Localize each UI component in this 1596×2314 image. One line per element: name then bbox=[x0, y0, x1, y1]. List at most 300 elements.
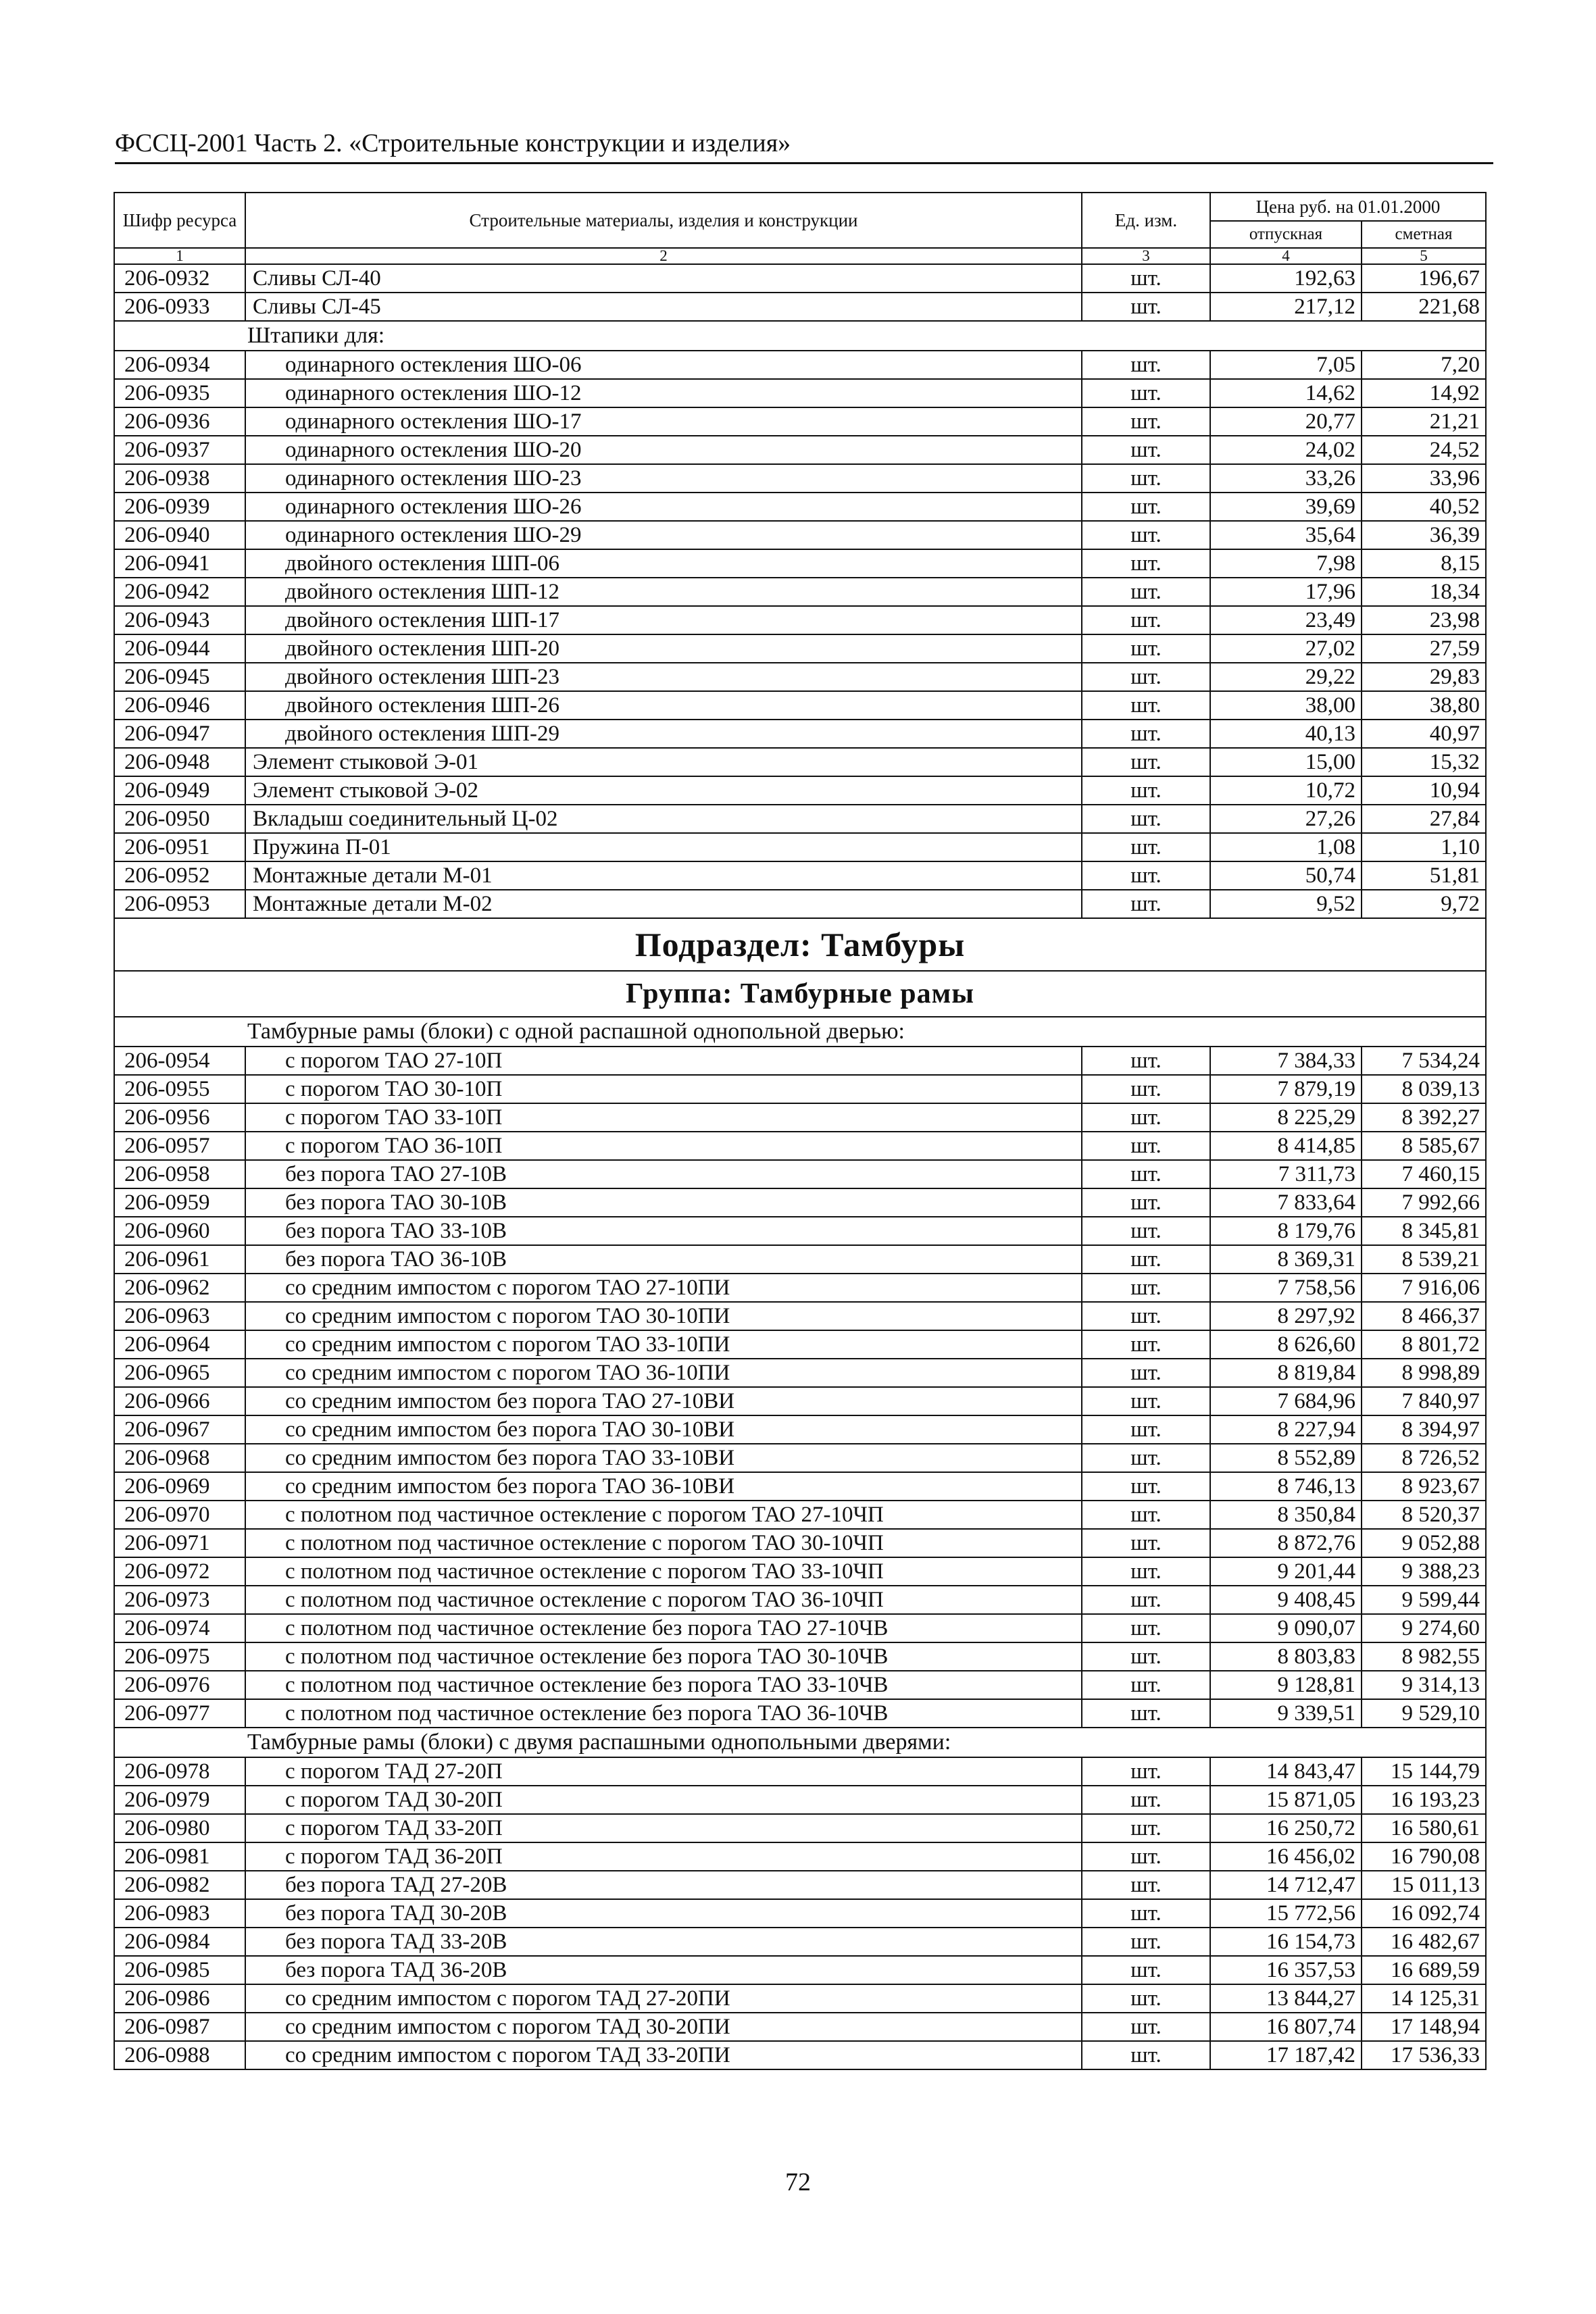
estimate-price-cell: 29,83 bbox=[1362, 663, 1486, 691]
release-price-cell: 7 879,19 bbox=[1210, 1075, 1362, 1103]
unit-cell: шт. bbox=[1082, 578, 1210, 606]
unit-cell: шт. bbox=[1082, 1586, 1210, 1614]
unit-cell: шт. bbox=[1082, 436, 1210, 464]
code-cell: 206-0976 bbox=[114, 1671, 245, 1699]
unit-cell: шт. bbox=[1082, 1757, 1210, 1786]
unit-cell: шт. bbox=[1082, 1103, 1210, 1132]
group-heading-row bbox=[114, 971, 1486, 1017]
name-cell: со средним импостом без порога ТАО 36-10ВИ bbox=[245, 1472, 1082, 1501]
code-cell: 206-0959 bbox=[114, 1188, 245, 1217]
release-price-cell: 8 369,31 bbox=[1210, 1245, 1362, 1274]
release-price-cell: 16 250,72 bbox=[1210, 1814, 1362, 1842]
release-price-cell: 9,52 bbox=[1210, 890, 1362, 918]
release-price-cell: 7,05 bbox=[1210, 351, 1362, 379]
unit-cell: шт. bbox=[1082, 1557, 1210, 1586]
release-price-cell: 8 872,76 bbox=[1210, 1529, 1362, 1557]
release-price-cell: 27,26 bbox=[1210, 805, 1362, 833]
unit-cell: шт. bbox=[1082, 549, 1210, 578]
name-cell: Элемент стыковой Э-02 bbox=[245, 776, 1082, 805]
code-cell: 206-0958 bbox=[114, 1160, 245, 1188]
name-cell: с полотном под частичное остекление без порога ТАО 33-10ЧВ bbox=[245, 1671, 1082, 1699]
release-price-cell: 9 339,51 bbox=[1210, 1699, 1362, 1728]
table-row bbox=[114, 1330, 1486, 1359]
name-cell: со средним импостом с порогом ТАД 33-20ПИ bbox=[245, 2041, 1082, 2069]
table-row bbox=[114, 436, 1486, 464]
code-cell: 206-0950 bbox=[114, 805, 245, 833]
table-row bbox=[114, 1899, 1486, 1928]
code-cell: 206-0951 bbox=[114, 833, 245, 861]
release-price-cell: 16 357,53 bbox=[1210, 1956, 1362, 1984]
unit-cell: шт. bbox=[1082, 1160, 1210, 1188]
section-caption-row bbox=[114, 1728, 1486, 1757]
estimate-price-cell: 7 916,06 bbox=[1362, 1274, 1486, 1302]
estimate-price-cell: 1,10 bbox=[1362, 833, 1486, 861]
unit-cell: шт. bbox=[1082, 521, 1210, 549]
table-row bbox=[114, 1103, 1486, 1132]
release-price-cell: 7 684,96 bbox=[1210, 1387, 1362, 1415]
release-price-cell: 14,62 bbox=[1210, 379, 1362, 407]
table-row bbox=[114, 1501, 1486, 1529]
table-row bbox=[114, 1671, 1486, 1699]
code-cell: 206-0938 bbox=[114, 464, 245, 493]
release-price-cell: 8 746,13 bbox=[1210, 1472, 1362, 1501]
unit-cell: шт. bbox=[1082, 1984, 1210, 2013]
name-cell: с порогом ТАО 27-10П bbox=[245, 1047, 1082, 1075]
code-cell: 206-0980 bbox=[114, 1814, 245, 1842]
estimate-price-cell: 16 092,74 bbox=[1362, 1899, 1486, 1928]
name-cell: с полотном под частичное остекление с порогом ТАО 36-10ЧП bbox=[245, 1586, 1082, 1614]
subsection-heading: Подраздел: Тамбуры bbox=[114, 918, 1486, 971]
table-row bbox=[114, 521, 1486, 549]
table-row bbox=[114, 464, 1486, 493]
name-cell: с полотном под частичное остекление без порога ТАО 30-10ЧВ bbox=[245, 1642, 1082, 1671]
table-row bbox=[114, 1302, 1486, 1330]
unit-cell: шт. bbox=[1082, 1415, 1210, 1444]
release-price-cell: 192,63 bbox=[1210, 264, 1362, 293]
header-code: Шифр ресурса bbox=[114, 193, 245, 248]
name-cell: двойного остекления ШП-20 bbox=[245, 634, 1082, 663]
code-cell: 206-0979 bbox=[114, 1786, 245, 1814]
estimate-price-cell: 21,21 bbox=[1362, 407, 1486, 436]
code-cell: 206-0932 bbox=[114, 264, 245, 293]
estimate-price-cell: 51,81 bbox=[1362, 861, 1486, 890]
unit-cell: шт. bbox=[1082, 1501, 1210, 1529]
name-cell: со средним импостом без порога ТАО 30-10ВИ bbox=[245, 1415, 1082, 1444]
name-cell: двойного остекления ШП-29 bbox=[245, 720, 1082, 748]
release-price-cell: 20,77 bbox=[1210, 407, 1362, 436]
name-cell: без порога ТАО 36-10В bbox=[245, 1245, 1082, 1274]
release-price-cell: 217,12 bbox=[1210, 293, 1362, 321]
release-price-cell: 38,00 bbox=[1210, 691, 1362, 720]
header-unit: Ед. изм. bbox=[1082, 193, 1210, 248]
estimate-price-cell: 24,52 bbox=[1362, 436, 1486, 464]
estimate-price-cell: 14 125,31 bbox=[1362, 1984, 1486, 2013]
unit-cell: шт. bbox=[1082, 1642, 1210, 1671]
code-cell: 206-0970 bbox=[114, 1501, 245, 1529]
estimate-price-cell: 8 392,27 bbox=[1362, 1103, 1486, 1132]
table-row bbox=[114, 833, 1486, 861]
table-row bbox=[114, 351, 1486, 379]
name-cell: с порогом ТАО 30-10П bbox=[245, 1075, 1082, 1103]
table-row bbox=[114, 578, 1486, 606]
estimate-price-cell: 9 052,88 bbox=[1362, 1529, 1486, 1557]
code-cell: 206-0956 bbox=[114, 1103, 245, 1132]
table-row bbox=[114, 805, 1486, 833]
release-price-cell: 8 350,84 bbox=[1210, 1501, 1362, 1529]
estimate-price-cell: 10,94 bbox=[1362, 776, 1486, 805]
name-cell: без порога ТАО 33-10В bbox=[245, 1217, 1082, 1245]
unit-cell: шт. bbox=[1082, 1444, 1210, 1472]
table-row bbox=[114, 1387, 1486, 1415]
estimate-price-cell: 9,72 bbox=[1362, 890, 1486, 918]
code-cell: 206-0977 bbox=[114, 1699, 245, 1728]
code-cell: 206-0972 bbox=[114, 1557, 245, 1586]
price-table-body bbox=[114, 193, 1486, 2069]
estimate-price-cell: 7 534,24 bbox=[1362, 1047, 1486, 1075]
table-row bbox=[114, 691, 1486, 720]
unit-cell: шт. bbox=[1082, 748, 1210, 776]
estimate-price-cell: 9 599,44 bbox=[1362, 1586, 1486, 1614]
unit-cell: шт. bbox=[1082, 1387, 1210, 1415]
code-cell: 206-0966 bbox=[114, 1387, 245, 1415]
table-row bbox=[114, 1757, 1486, 1786]
estimate-price-cell: 8 345,81 bbox=[1362, 1217, 1486, 1245]
table-row bbox=[114, 606, 1486, 634]
table-row bbox=[114, 1529, 1486, 1557]
estimate-price-cell: 15 011,13 bbox=[1362, 1871, 1486, 1899]
release-price-cell: 8 803,83 bbox=[1210, 1642, 1362, 1671]
table-row bbox=[114, 493, 1486, 521]
estimate-price-cell: 16 790,08 bbox=[1362, 1842, 1486, 1871]
code-cell: 206-0982 bbox=[114, 1871, 245, 1899]
column-number: 5 bbox=[1362, 248, 1486, 264]
code-cell: 206-0941 bbox=[114, 549, 245, 578]
table-row bbox=[114, 1075, 1486, 1103]
unit-cell: шт. bbox=[1082, 2041, 1210, 2069]
name-cell: со средним импостом без порога ТАО 33-10ВИ bbox=[245, 1444, 1082, 1472]
unit-cell: шт. bbox=[1082, 720, 1210, 748]
code-cell: 206-0943 bbox=[114, 606, 245, 634]
name-cell: с полотном под частичное остекление без порога ТАО 36-10ЧВ bbox=[245, 1699, 1082, 1728]
table-row bbox=[114, 264, 1486, 293]
estimate-price-cell: 8 539,21 bbox=[1362, 1245, 1486, 1274]
page-header: ФССЦ-2001 Часть 2. «Строительные конструкции и изделия» bbox=[115, 129, 791, 157]
release-price-cell: 8 227,94 bbox=[1210, 1415, 1362, 1444]
table-row bbox=[114, 1871, 1486, 1899]
code-cell: 206-0937 bbox=[114, 436, 245, 464]
unit-cell: шт. bbox=[1082, 1245, 1210, 1274]
unit-cell: шт. bbox=[1082, 1529, 1210, 1557]
release-price-cell: 8 626,60 bbox=[1210, 1330, 1362, 1359]
release-price-cell: 13 844,27 bbox=[1210, 1984, 1362, 2013]
table-row bbox=[114, 1842, 1486, 1871]
release-price-cell: 14 712,47 bbox=[1210, 1871, 1362, 1899]
release-price-cell: 35,64 bbox=[1210, 521, 1362, 549]
table-row bbox=[114, 1217, 1486, 1245]
table-row bbox=[114, 861, 1486, 890]
release-price-cell: 24,02 bbox=[1210, 436, 1362, 464]
unit-cell: шт. bbox=[1082, 1047, 1210, 1075]
name-cell: со средним импостом с порогом ТАО 30-10ПИ bbox=[245, 1302, 1082, 1330]
release-price-cell: 17 187,42 bbox=[1210, 2041, 1362, 2069]
name-cell: без порога ТАО 27-10В bbox=[245, 1160, 1082, 1188]
code-cell: 206-0988 bbox=[114, 2041, 245, 2069]
name-cell: с порогом ТАД 33-20П bbox=[245, 1814, 1082, 1842]
estimate-price-cell: 8 998,89 bbox=[1362, 1359, 1486, 1387]
estimate-price-cell: 40,97 bbox=[1362, 720, 1486, 748]
unit-cell: шт. bbox=[1082, 351, 1210, 379]
table-row bbox=[114, 2041, 1486, 2069]
header-estimate-price: сметная bbox=[1362, 221, 1486, 248]
release-price-cell: 7 758,56 bbox=[1210, 1274, 1362, 1302]
code-cell: 206-0942 bbox=[114, 578, 245, 606]
table-row bbox=[114, 1444, 1486, 1472]
name-cell: одинарного остекления ШО-06 bbox=[245, 351, 1082, 379]
table-row bbox=[114, 1415, 1486, 1444]
code-cell: 206-0978 bbox=[114, 1757, 245, 1786]
code-cell: 206-0949 bbox=[114, 776, 245, 805]
unit-cell: шт. bbox=[1082, 805, 1210, 833]
unit-cell: шт. bbox=[1082, 1956, 1210, 1984]
unit-cell: шт. bbox=[1082, 1928, 1210, 1956]
unit-cell: шт. bbox=[1082, 833, 1210, 861]
code-cell: 206-0952 bbox=[114, 861, 245, 890]
name-cell: без порога ТАД 27-20В bbox=[245, 1871, 1082, 1899]
release-price-cell: 7 384,33 bbox=[1210, 1047, 1362, 1075]
name-cell: со средним импостом без порога ТАО 27-10ВИ bbox=[245, 1387, 1082, 1415]
estimate-price-cell: 196,67 bbox=[1362, 264, 1486, 293]
unit-cell: шт. bbox=[1082, 407, 1210, 436]
code-cell: 206-0983 bbox=[114, 1899, 245, 1928]
estimate-price-cell: 15 144,79 bbox=[1362, 1757, 1486, 1786]
release-price-cell: 40,13 bbox=[1210, 720, 1362, 748]
table-row bbox=[114, 1160, 1486, 1188]
release-price-cell: 7,98 bbox=[1210, 549, 1362, 578]
release-price-cell: 8 179,76 bbox=[1210, 1217, 1362, 1245]
code-cell: 206-0984 bbox=[114, 1928, 245, 1956]
section-caption: Штапики для: bbox=[114, 321, 1486, 351]
estimate-price-cell: 40,52 bbox=[1362, 493, 1486, 521]
unit-cell: шт. bbox=[1082, 634, 1210, 663]
release-price-cell: 23,49 bbox=[1210, 606, 1362, 634]
estimate-price-cell: 9 314,13 bbox=[1362, 1671, 1486, 1699]
estimate-price-cell: 7,20 bbox=[1362, 351, 1486, 379]
table-row bbox=[114, 1245, 1486, 1274]
table-row bbox=[114, 1586, 1486, 1614]
column-number: 2 bbox=[245, 248, 1082, 264]
name-cell: двойного остекления ШП-26 bbox=[245, 691, 1082, 720]
code-cell: 206-0974 bbox=[114, 1614, 245, 1642]
unit-cell: шт. bbox=[1082, 1075, 1210, 1103]
table-header-row bbox=[114, 193, 1486, 221]
code-cell: 206-0975 bbox=[114, 1642, 245, 1671]
unit-cell: шт. bbox=[1082, 1359, 1210, 1387]
estimate-price-cell: 8 726,52 bbox=[1362, 1444, 1486, 1472]
name-cell: с полотном под частичное остекление с порогом ТАО 30-10ЧП bbox=[245, 1529, 1082, 1557]
code-cell: 206-0967 bbox=[114, 1415, 245, 1444]
unit-cell: шт. bbox=[1082, 1330, 1210, 1359]
name-cell: одинарного остекления ШО-23 bbox=[245, 464, 1082, 493]
unit-cell: шт. bbox=[1082, 606, 1210, 634]
estimate-price-cell: 9 388,23 bbox=[1362, 1557, 1486, 1586]
unit-cell: шт. bbox=[1082, 1302, 1210, 1330]
name-cell: без порога ТАД 30-20В bbox=[245, 1899, 1082, 1928]
name-cell: двойного остекления ШП-23 bbox=[245, 663, 1082, 691]
code-cell: 206-0946 bbox=[114, 691, 245, 720]
release-price-cell: 16 807,74 bbox=[1210, 2013, 1362, 2041]
header-name: Строительные материалы, изделия и конструкции bbox=[245, 193, 1082, 248]
code-cell: 206-0987 bbox=[114, 2013, 245, 2041]
section-caption: Тамбурные рамы (блоки) с двумя распашными однопольными дверями: bbox=[114, 1728, 1486, 1757]
estimate-price-cell: 8 801,72 bbox=[1362, 1330, 1486, 1359]
code-cell: 206-0969 bbox=[114, 1472, 245, 1501]
estimate-price-cell: 8 585,67 bbox=[1362, 1132, 1486, 1160]
release-price-cell: 29,22 bbox=[1210, 663, 1362, 691]
subsection-heading-row bbox=[114, 918, 1486, 971]
unit-cell: шт. bbox=[1082, 1871, 1210, 1899]
table-row bbox=[114, 1699, 1486, 1728]
estimate-price-cell: 17 536,33 bbox=[1362, 2041, 1486, 2069]
unit-cell: шт. bbox=[1082, 1814, 1210, 1842]
estimate-price-cell: 8 982,55 bbox=[1362, 1642, 1486, 1671]
estimate-price-cell: 27,84 bbox=[1362, 805, 1486, 833]
name-cell: с порогом ТАД 27-20П bbox=[245, 1757, 1082, 1786]
table-row bbox=[114, 1928, 1486, 1956]
estimate-price-cell: 38,80 bbox=[1362, 691, 1486, 720]
unit-cell: шт. bbox=[1082, 493, 1210, 521]
code-cell: 206-0934 bbox=[114, 351, 245, 379]
release-price-cell: 15 871,05 bbox=[1210, 1786, 1362, 1814]
code-cell: 206-0933 bbox=[114, 293, 245, 321]
table-row bbox=[114, 1956, 1486, 1984]
unit-cell: шт. bbox=[1082, 1274, 1210, 1302]
table-row bbox=[114, 663, 1486, 691]
code-cell: 206-0954 bbox=[114, 1047, 245, 1075]
code-cell: 206-0968 bbox=[114, 1444, 245, 1472]
table-row bbox=[114, 634, 1486, 663]
column-number: 3 bbox=[1082, 248, 1210, 264]
code-cell: 206-0936 bbox=[114, 407, 245, 436]
name-cell: с порогом ТАД 30-20П bbox=[245, 1786, 1082, 1814]
code-cell: 206-0961 bbox=[114, 1245, 245, 1274]
release-price-cell: 17,96 bbox=[1210, 578, 1362, 606]
name-cell: одинарного остекления ШО-20 bbox=[245, 436, 1082, 464]
name-cell: без порога ТАО 30-10В bbox=[245, 1188, 1082, 1217]
table-row bbox=[114, 1274, 1486, 1302]
estimate-price-cell: 7 992,66 bbox=[1362, 1188, 1486, 1217]
release-price-cell: 8 819,84 bbox=[1210, 1359, 1362, 1387]
name-cell: без порога ТАД 36-20В bbox=[245, 1956, 1082, 1984]
unit-cell: шт. bbox=[1082, 2013, 1210, 2041]
code-cell: 206-0962 bbox=[114, 1274, 245, 1302]
code-cell: 206-0935 bbox=[114, 379, 245, 407]
estimate-price-cell: 8 039,13 bbox=[1362, 1075, 1486, 1103]
price-table bbox=[114, 192, 1487, 2070]
code-cell: 206-0971 bbox=[114, 1529, 245, 1557]
release-price-cell: 33,26 bbox=[1210, 464, 1362, 493]
column-number: 1 bbox=[114, 248, 245, 264]
code-cell: 206-0939 bbox=[114, 493, 245, 521]
header-rule bbox=[115, 162, 1493, 164]
unit-cell: шт. bbox=[1082, 1614, 1210, 1642]
unit-cell: шт. bbox=[1082, 264, 1210, 293]
name-cell: одинарного остекления ШО-17 bbox=[245, 407, 1082, 436]
code-cell: 206-0981 bbox=[114, 1842, 245, 1871]
page-number: 72 bbox=[785, 2168, 811, 2196]
table-row bbox=[114, 407, 1486, 436]
name-cell: Сливы СЛ-40 bbox=[245, 264, 1082, 293]
name-cell: без порога ТАД 33-20В bbox=[245, 1928, 1082, 1956]
table-row bbox=[114, 1984, 1486, 2013]
table-row bbox=[114, 1359, 1486, 1387]
code-cell: 206-0986 bbox=[114, 1984, 245, 2013]
table-row bbox=[114, 1472, 1486, 1501]
name-cell: одинарного остекления ШО-12 bbox=[245, 379, 1082, 407]
estimate-price-cell: 36,39 bbox=[1362, 521, 1486, 549]
unit-cell: шт. bbox=[1082, 890, 1210, 918]
table-row bbox=[114, 2013, 1486, 2041]
table-row bbox=[114, 1557, 1486, 1586]
name-cell: с порогом ТАО 36-10П bbox=[245, 1132, 1082, 1160]
name-cell: Элемент стыковой Э-01 bbox=[245, 748, 1082, 776]
unit-cell: шт. bbox=[1082, 1842, 1210, 1871]
release-price-cell: 7 311,73 bbox=[1210, 1160, 1362, 1188]
header-release-price: отпускная bbox=[1210, 221, 1362, 248]
estimate-price-cell: 8 466,37 bbox=[1362, 1302, 1486, 1330]
name-cell: Сливы СЛ-45 bbox=[245, 293, 1082, 321]
unit-cell: шт. bbox=[1082, 1217, 1210, 1245]
table-row bbox=[114, 379, 1486, 407]
estimate-price-cell: 8 923,67 bbox=[1362, 1472, 1486, 1501]
header-price: Цена руб. на 01.01.2000 bbox=[1210, 193, 1486, 221]
release-price-cell: 7 833,64 bbox=[1210, 1188, 1362, 1217]
release-price-cell: 16 154,73 bbox=[1210, 1928, 1362, 1956]
unit-cell: шт. bbox=[1082, 1786, 1210, 1814]
name-cell: с полотном под частичное остекление с порогом ТАО 27-10ЧП bbox=[245, 1501, 1082, 1529]
release-price-cell: 15 772,56 bbox=[1210, 1899, 1362, 1928]
release-price-cell: 8 414,85 bbox=[1210, 1132, 1362, 1160]
section-caption: Тамбурные рамы (блоки) с одной распашной однопольной дверью: bbox=[114, 1017, 1486, 1047]
estimate-price-cell: 18,34 bbox=[1362, 578, 1486, 606]
name-cell: двойного остекления ШП-17 bbox=[245, 606, 1082, 634]
code-cell: 206-0955 bbox=[114, 1075, 245, 1103]
code-cell: 206-0965 bbox=[114, 1359, 245, 1387]
estimate-price-cell: 16 482,67 bbox=[1362, 1928, 1486, 1956]
group-heading: Группа: Тамбурные рамы bbox=[114, 971, 1486, 1017]
code-cell: 206-0944 bbox=[114, 634, 245, 663]
estimate-price-cell: 33,96 bbox=[1362, 464, 1486, 493]
unit-cell: шт. bbox=[1082, 776, 1210, 805]
release-price-cell: 9 128,81 bbox=[1210, 1671, 1362, 1699]
unit-cell: шт. bbox=[1082, 293, 1210, 321]
name-cell: двойного остекления ШП-12 bbox=[245, 578, 1082, 606]
table-row bbox=[114, 1188, 1486, 1217]
name-cell: Монтажные детали М-02 bbox=[245, 890, 1082, 918]
estimate-price-cell: 9 274,60 bbox=[1362, 1614, 1486, 1642]
code-cell: 206-0973 bbox=[114, 1586, 245, 1614]
section-caption-row bbox=[114, 1017, 1486, 1047]
unit-cell: шт. bbox=[1082, 1188, 1210, 1217]
estimate-price-cell: 221,68 bbox=[1362, 293, 1486, 321]
unit-cell: шт. bbox=[1082, 379, 1210, 407]
release-price-cell: 1,08 bbox=[1210, 833, 1362, 861]
unit-cell: шт. bbox=[1082, 1132, 1210, 1160]
release-price-cell: 14 843,47 bbox=[1210, 1757, 1362, 1786]
code-cell: 206-0947 bbox=[114, 720, 245, 748]
name-cell: с порогом ТАО 33-10П bbox=[245, 1103, 1082, 1132]
table-row bbox=[114, 1642, 1486, 1671]
table-row bbox=[114, 1786, 1486, 1814]
